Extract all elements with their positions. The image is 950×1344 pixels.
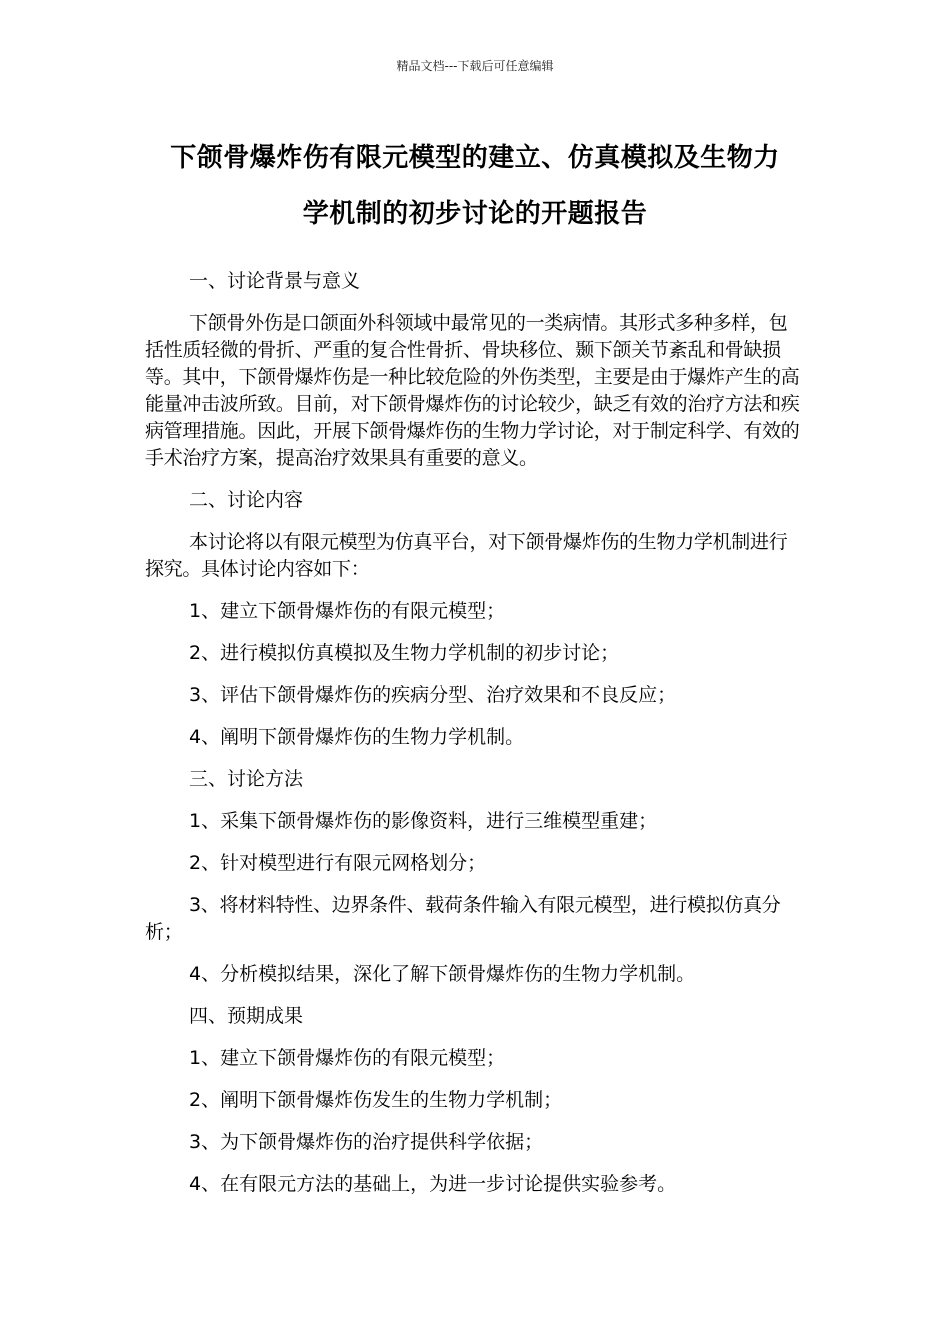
background-paragraph: 下颌骨外伤是口颌面外科领域中最常见的一类病情。其形式多种多样，包括性质轻微的骨折、严重的复合性骨折、骨块移位、颞下颌关节紊乱和骨缺损等。其中，下颌骨爆炸伤是一种比较危险的外伤类型，主要是由于爆炸产生的高能量冲击波所致。目前，对下颌骨爆炸伤的讨论较少，缺乏有效的治疗方法和疾病管理措施。因此，开展下颌骨爆炸伤的生物力学讨论，对于制定科学、有效的手术治疗方案，提高治疗效果具有重要的意义。 xyxy=(145,312,800,469)
header-note: 精品文档---下载后可任意编辑 xyxy=(396,59,554,73)
outcomes-list-item: 2、阐明下颌骨爆炸伤发生的生物力学机制； xyxy=(189,1089,563,1111)
content-list-item: 3、评估下颌骨爆炸伤的疾病分型、治疗效果和不良反应； xyxy=(189,684,677,706)
outcomes-list-item: 1、建立下颌骨爆炸伤的有限元模型； xyxy=(189,1047,506,1069)
methods-list-item: 4、分析模拟结果，深化了解下颌骨爆炸伤的生物力学机制。 xyxy=(189,963,696,985)
section-heading-methods: 三、讨论方法 xyxy=(189,768,304,790)
section-heading-outcomes: 四、预期成果 xyxy=(189,1005,304,1027)
outcomes-list-item: 4、在有限元方法的基础上，为进一步讨论提供实验参考。 xyxy=(189,1173,677,1195)
content-list-item: 4、阐明下颌骨爆炸伤的生物力学机制。 xyxy=(189,726,525,748)
content-intro-paragraph: 本讨论将以有限元模型为仿真平台，对下颌骨爆炸伤的生物力学机制进行探究。具体讨论内容如下： xyxy=(145,531,788,580)
methods-list-item: 2、针对模型进行有限元网格划分； xyxy=(189,852,487,874)
document-body xyxy=(145,268,805,1213)
section-heading-content: 二、讨论内容 xyxy=(189,489,304,511)
title-line-1: 下颌骨爆炸伤有限元模型的建立、仿真模拟及生物力 xyxy=(170,143,780,173)
content-list-item: 2、进行模拟仿真模拟及生物力学机制的初步讨论； xyxy=(189,642,620,664)
methods-list-item: 1、采集下颌骨爆炸伤的影像资料，进行三维模型重建； xyxy=(189,810,658,832)
document-title xyxy=(120,130,830,242)
methods-list-item: 3、将材料特性、边界条件、载荷条件输入有限元模型，进行模拟仿真分析； xyxy=(145,894,781,943)
title-line-2: 学机制的初步讨论的开题报告 xyxy=(302,199,648,229)
section-heading-background: 一、讨论背景与意义 xyxy=(189,270,361,292)
outcomes-list-item: 3、为下颌骨爆炸伤的治疗提供科学依据； xyxy=(189,1131,544,1153)
content-list-item: 1、建立下颌骨爆炸伤的有限元模型； xyxy=(189,600,506,622)
